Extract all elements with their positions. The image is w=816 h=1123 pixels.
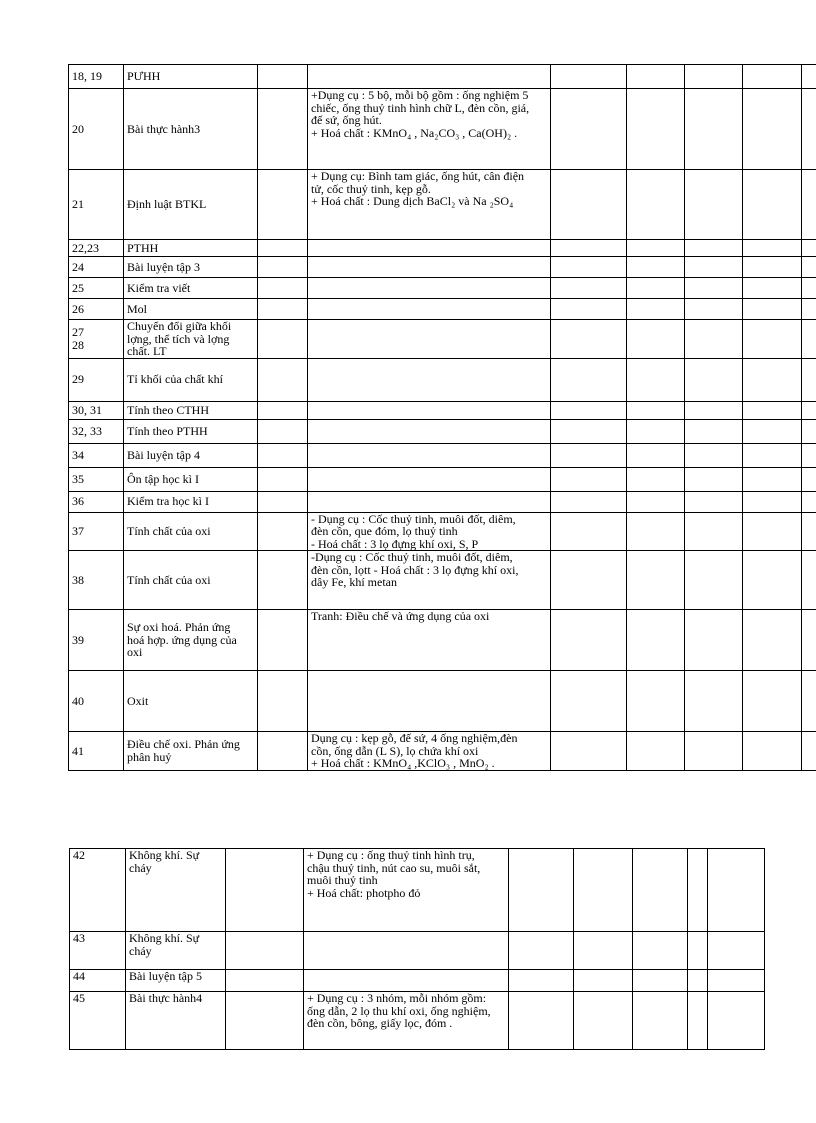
lesson-topic: Bài thực hành4	[126, 992, 226, 1050]
lesson-topic: Điều chế oxi. Phản ứng phân huỷ	[124, 732, 258, 771]
blank-cell	[551, 467, 627, 491]
blank-cell	[226, 970, 304, 992]
equipment-chemicals	[308, 443, 551, 467]
lesson-number: 24	[69, 257, 124, 278]
blank-cell	[258, 240, 308, 257]
blank-cell	[743, 320, 802, 359]
blank-cell	[802, 551, 816, 610]
blank-cell	[743, 732, 802, 771]
lesson-number: 20	[69, 89, 124, 170]
blank-cell	[685, 491, 743, 512]
table-row	[69, 491, 816, 512]
table-row	[69, 65, 816, 89]
blank-cell	[574, 970, 633, 992]
blank-cell	[258, 358, 308, 401]
blank-cell	[685, 358, 743, 401]
table-row	[69, 170, 816, 240]
blank-cell	[258, 732, 308, 771]
lesson-number: 39	[69, 610, 124, 671]
lesson-topic: PTHH	[124, 240, 258, 257]
blank-cell	[685, 65, 743, 89]
blank-cell	[551, 491, 627, 512]
blank-cell	[551, 401, 627, 419]
schedule-table-2-body	[70, 849, 765, 1050]
table-row	[69, 358, 816, 401]
lesson-topic: Không khí. Sự cháy	[126, 849, 226, 932]
blank-cell	[743, 419, 802, 443]
blank-cell	[743, 299, 802, 320]
blank-cell	[743, 491, 802, 512]
blank-cell	[685, 257, 743, 278]
blank-cell	[627, 320, 685, 359]
lesson-number: 45	[70, 992, 126, 1050]
blank-cell	[688, 970, 708, 992]
lesson-topic: Ôn tập học kì I	[124, 467, 258, 491]
blank-cell	[743, 65, 802, 89]
blank-cell	[258, 443, 308, 467]
blank-cell	[685, 89, 743, 170]
blank-cell	[685, 320, 743, 359]
table-row	[69, 610, 816, 671]
blank-cell	[551, 278, 627, 299]
blank-cell	[633, 932, 688, 970]
table-row	[69, 401, 816, 419]
lesson-number: 30, 31	[69, 401, 124, 419]
blank-cell	[226, 932, 304, 970]
blank-cell	[551, 358, 627, 401]
blank-cell	[802, 278, 816, 299]
table-row	[70, 932, 765, 970]
table-row	[69, 732, 816, 771]
equipment-chemicals	[308, 299, 551, 320]
blank-cell	[627, 358, 685, 401]
equipment-chemicals	[308, 467, 551, 491]
blank-cell	[685, 443, 743, 467]
blank-cell	[627, 257, 685, 278]
blank-cell	[802, 65, 816, 89]
lesson-number: 22,23	[69, 240, 124, 257]
blank-cell	[688, 849, 708, 932]
blank-cell	[551, 610, 627, 671]
blank-cell	[743, 240, 802, 257]
blank-cell	[258, 419, 308, 443]
blank-cell	[258, 89, 308, 170]
blank-cell	[802, 443, 816, 467]
blank-cell	[633, 970, 688, 992]
lesson-topic: Định luật BTKL	[124, 170, 258, 240]
lesson-number: 29	[69, 358, 124, 401]
lesson-number: 21	[69, 170, 124, 240]
blank-cell	[685, 278, 743, 299]
equipment-chemicals	[308, 278, 551, 299]
equipment-chemicals	[308, 320, 551, 359]
blank-cell	[633, 849, 688, 932]
equipment-chemicals: + Dụng cụ : 3 nhóm, mỗi nhóm gồm: ống dẫn, 2 lọ thu khí oxi, ống nghiệm, đèn cồn, bông, giấy lọc, đóm .	[304, 992, 509, 1050]
blank-cell	[551, 551, 627, 610]
blank-cell	[743, 358, 802, 401]
blank-cell	[627, 170, 685, 240]
blank-cell	[708, 970, 765, 992]
equipment-chemicals: + Dụng cụ : ống thuỷ tinh hình trụ, chậu thuỷ tinh, nút cao su, muôi sắt, muôi thuỷ tinh + Hoá chất: photpho đỏ	[304, 849, 509, 932]
blank-cell	[627, 401, 685, 419]
equipment-chemicals	[308, 65, 551, 89]
blank-cell	[551, 443, 627, 467]
blank-cell	[708, 992, 765, 1050]
blank-cell	[743, 278, 802, 299]
equipment-chemicals	[308, 419, 551, 443]
blank-cell	[743, 443, 802, 467]
lesson-topic: Sự oxi hoá. Phản ứng hoá hợp. ứng dụng của oxi	[124, 610, 258, 671]
blank-cell	[802, 610, 816, 671]
blank-cell	[627, 443, 685, 467]
blank-cell	[743, 401, 802, 419]
table-row	[69, 551, 816, 610]
blank-cell	[627, 671, 685, 732]
blank-cell	[258, 320, 308, 359]
blank-cell	[627, 467, 685, 491]
blank-cell	[802, 170, 816, 240]
blank-cell	[685, 419, 743, 443]
blank-cell	[258, 257, 308, 278]
blank-cell	[551, 240, 627, 257]
blank-cell	[802, 671, 816, 732]
table-row	[69, 89, 816, 170]
lesson-topic: PƯHH	[124, 65, 258, 89]
blank-cell	[802, 299, 816, 320]
table-row	[70, 992, 765, 1050]
blank-cell	[627, 551, 685, 610]
table-row	[69, 240, 816, 257]
lesson-topic: Kiểm tra học kì I	[124, 491, 258, 512]
schedule-table-1-body	[69, 65, 816, 771]
blank-cell	[743, 610, 802, 671]
blank-cell	[551, 257, 627, 278]
blank-cell	[551, 299, 627, 320]
blank-cell	[226, 849, 304, 932]
equipment-chemicals: - Dụng cụ : Cốc thuỷ tinh, muôi đốt, diêm, đèn cồn, que đóm, lọ thuỷ tinh - Hoá chất : 3 lọ đựng khí oxi, S, P	[308, 512, 551, 551]
lesson-topic: Tính theo PTHH	[124, 419, 258, 443]
blank-cell	[574, 932, 633, 970]
equipment-chemicals: Tranh: Điều chế và ứng dụng của oxi	[308, 610, 551, 671]
blank-cell	[258, 401, 308, 419]
blank-cell	[627, 419, 685, 443]
blank-cell	[574, 992, 633, 1050]
blank-cell	[685, 401, 743, 419]
blank-cell	[551, 671, 627, 732]
blank-cell	[802, 419, 816, 443]
blank-cell	[685, 732, 743, 771]
equipment-chemicals: + Dụng cụ: Bình tam giác, ống hút, cân điện tử, cốc thuỷ tinh, kẹp gỗ. + Hoá chất : Dung dịch BaCl₂ và Na ₂SO₄	[308, 170, 551, 240]
lesson-number: 41	[69, 732, 124, 771]
table-row	[69, 278, 816, 299]
blank-cell	[258, 65, 308, 89]
blank-cell	[509, 970, 574, 992]
lesson-topic: Tính chất của oxi	[124, 551, 258, 610]
table-row	[69, 512, 816, 551]
blank-cell	[226, 992, 304, 1050]
equipment-chemicals	[308, 401, 551, 419]
lesson-number: 35	[69, 467, 124, 491]
lesson-topic: Tỉ khối của chất khí	[124, 358, 258, 401]
blank-cell	[685, 170, 743, 240]
blank-cell	[627, 512, 685, 551]
blank-cell	[685, 671, 743, 732]
blank-cell	[627, 732, 685, 771]
table-row	[70, 970, 765, 992]
blank-cell	[802, 257, 816, 278]
equipment-chemicals	[308, 257, 551, 278]
blank-cell	[802, 401, 816, 419]
lesson-number: 25	[69, 278, 124, 299]
lesson-number: 42	[70, 849, 126, 932]
lesson-topic: Tính theo CTHH	[124, 401, 258, 419]
blank-cell	[743, 89, 802, 170]
blank-cell	[551, 419, 627, 443]
blank-cell	[258, 278, 308, 299]
lesson-number: 44	[70, 970, 126, 992]
blank-cell	[258, 467, 308, 491]
blank-cell	[551, 65, 627, 89]
blank-cell	[509, 992, 574, 1050]
lesson-topic: Bài luyện tập 4	[124, 443, 258, 467]
blank-cell	[627, 491, 685, 512]
lesson-number: 18, 19	[69, 65, 124, 89]
equipment-chemicals	[308, 240, 551, 257]
blank-cell	[802, 491, 816, 512]
blank-cell	[551, 89, 627, 170]
blank-cell	[688, 932, 708, 970]
lesson-topic: Mol	[124, 299, 258, 320]
blank-cell	[627, 65, 685, 89]
lesson-number: 32, 33	[69, 419, 124, 443]
blank-cell	[743, 671, 802, 732]
blank-cell	[802, 89, 816, 170]
blank-cell	[574, 849, 633, 932]
blank-cell	[685, 512, 743, 551]
lesson-number: 40	[69, 671, 124, 732]
schedule-table-2	[69, 848, 765, 1050]
blank-cell	[685, 240, 743, 257]
lesson-topic: Bài luyện tập 3	[124, 257, 258, 278]
blank-cell	[802, 320, 816, 359]
blank-cell	[627, 89, 685, 170]
blank-cell	[743, 467, 802, 491]
blank-cell	[258, 610, 308, 671]
lesson-number: 26	[69, 299, 124, 320]
lesson-topic: Oxit	[124, 671, 258, 732]
table-row	[69, 257, 816, 278]
blank-cell	[551, 512, 627, 551]
lesson-topic: Chuyển đổi giữa khối lợng, thể tích và lợng chất. LT	[124, 320, 258, 359]
blank-cell	[627, 278, 685, 299]
equipment-chemicals: -Dụng cụ : Cốc thuỷ tinh, muôi đốt, diêm, đèn cồn, lọtt - Hoá chất : 3 lọ đựng khí oxi, dây Fe, khí metan	[308, 551, 551, 610]
blank-cell	[258, 551, 308, 610]
blank-cell	[685, 610, 743, 671]
schedule-table-1	[68, 64, 816, 771]
blank-cell	[258, 170, 308, 240]
table-row	[69, 419, 816, 443]
blank-cell	[551, 170, 627, 240]
blank-cell	[688, 992, 708, 1050]
blank-cell	[802, 732, 816, 771]
blank-cell	[258, 299, 308, 320]
lesson-number: 38	[69, 551, 124, 610]
blank-cell	[258, 512, 308, 551]
blank-cell	[708, 932, 765, 970]
table-row	[69, 299, 816, 320]
equipment-chemicals	[304, 932, 509, 970]
blank-cell	[802, 240, 816, 257]
blank-cell	[743, 512, 802, 551]
table-row	[69, 467, 816, 491]
equipment-chemicals	[308, 358, 551, 401]
blank-cell	[685, 299, 743, 320]
lesson-topic: Bài luyện tập 5	[126, 970, 226, 992]
blank-cell	[258, 491, 308, 512]
lesson-topic: Kiểm tra viết	[124, 278, 258, 299]
lesson-number: 37	[69, 512, 124, 551]
blank-cell	[633, 992, 688, 1050]
equipment-chemicals	[308, 491, 551, 512]
blank-cell	[685, 551, 743, 610]
lesson-topic: Tính chất của oxi	[124, 512, 258, 551]
blank-cell	[551, 320, 627, 359]
blank-cell	[743, 257, 802, 278]
table-row	[69, 320, 816, 359]
lesson-number: 27 28	[69, 320, 124, 359]
blank-cell	[743, 551, 802, 610]
lesson-topic: Không khí. Sự cháy	[126, 932, 226, 970]
blank-cell	[802, 358, 816, 401]
blank-cell	[802, 512, 816, 551]
blank-cell	[802, 467, 816, 491]
lesson-topic: Bài thực hành3	[124, 89, 258, 170]
blank-cell	[551, 732, 627, 771]
blank-cell	[258, 671, 308, 732]
lesson-number: 43	[70, 932, 126, 970]
table-row	[69, 443, 816, 467]
lesson-number: 36	[69, 491, 124, 512]
blank-cell	[509, 849, 574, 932]
blank-cell	[743, 170, 802, 240]
table-row	[70, 849, 765, 932]
table-row	[69, 671, 816, 732]
equipment-chemicals	[304, 970, 509, 992]
blank-cell	[627, 610, 685, 671]
lesson-number: 34	[69, 443, 124, 467]
blank-cell	[685, 467, 743, 491]
equipment-chemicals	[308, 671, 551, 732]
equipment-chemicals: +Dụng cụ : 5 bộ, mỗi bộ gồm : ống nghiệm 5 chiếc, ống thuỷ tinh hình chữ L, đèn cồn, giá, đế sứ, ống hút. + Hoá chất : KMnO₄ , Na₂CO₃ , Ca(OH)₂ .	[308, 89, 551, 170]
equipment-chemicals: Dụng cụ : kẹp gỗ, đế sứ, 4 ống nghiệm,đèn cồn, ống dẫn (L S), lọ chứa khí oxi + Hoá chất : KMnO₄ ,KClO₃ , MnO₂ .	[308, 732, 551, 771]
blank-cell	[708, 849, 765, 932]
blank-cell	[627, 240, 685, 257]
blank-cell	[509, 932, 574, 970]
blank-cell	[627, 299, 685, 320]
